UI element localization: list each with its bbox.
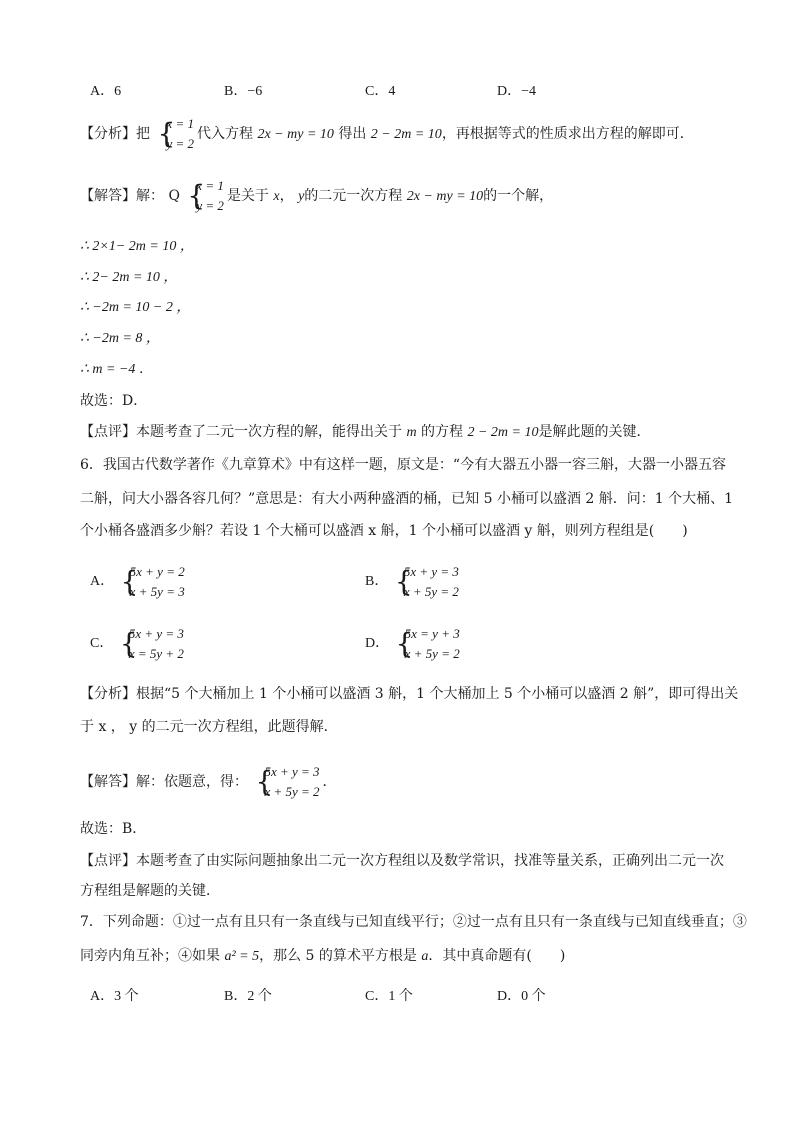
q5-step-4: ∴ −2m = 8 ， (80, 331, 160, 346)
equation: 2 − 2m = 10 (467, 425, 539, 440)
q6-analysis-line-2: 于 x ， y 的二元一次方程组，此题得解． (80, 719, 338, 735)
q7-stem-line-1: 7．下列命题：①过一点有且只有一条直线与已知直线平行；②过一点有且只有一条直线与已知直线垂直；③ (80, 914, 747, 930)
q5-option-c[interactable]: C．4 (365, 84, 396, 99)
q6-stem-line-2: 二斛，问大小器各容几何？”意思是：有大小两种盛酒的桶，已知 5 小桶可以盛酒 2 斛．问：1 个大桶、1 (80, 491, 734, 507)
q5-step-1: ∴ 2×1− 2m = 10 ， (80, 239, 194, 254)
q5-option-b[interactable]: B．−6 (224, 84, 263, 99)
q6-option-a[interactable]: A． { 5x + y = 2 x + 5y = 3 (90, 564, 185, 599)
solution-system: { x = 1 y = 2 (187, 178, 224, 213)
q6-comment-line-2: 方程组是解题的关键． (80, 883, 220, 899)
q5-step-5: ∴ m = −4 ． (80, 362, 153, 377)
q7-stem-line-2: 同旁内角互补；④如果 a² = 5，那么 5 的算术平方根是 a．其中真命题有( ) (80, 948, 566, 964)
comment-tag: 【点评】 (80, 424, 136, 440)
solution-system: { x = 1 y = 2 (157, 116, 194, 151)
solution-system: { 5x + y = 3 x + 5y = 2 (255, 764, 320, 799)
equation: 2x − my = 10 (406, 189, 484, 204)
q6-analysis-line-1: 【分析】根据“5 个大桶加上 1 个小桶可以盛酒 3 斛，1 个大桶加上 5 个小桶可以盛酒 2 斛”，即可得出关 (80, 686, 739, 702)
equation: 2x − my = 10 (257, 127, 334, 142)
q5-step-3: ∴ −2m = 10 − 2 ， (80, 300, 191, 315)
q6-solution: 【解答】解：依题意，得： { 5x + y = 3 x + 5y = 2 ． (80, 762, 337, 802)
q6-choice: 故选：B． (80, 821, 147, 837)
solution-tag: 【解答】 (80, 188, 136, 204)
q5-solution: 【解答】解： Q { x = 1 y = 2 是关于 x， y的二元一次方程 2x − my = 10的一个解， (80, 176, 553, 216)
analysis-tag: 【分析】 (80, 126, 136, 142)
q5-option-d[interactable]: D．−4 (497, 84, 537, 99)
q7-option-c[interactable]: C．1 个 (365, 989, 413, 1004)
q5-option-a[interactable]: A．6 (90, 84, 122, 99)
because-symbol: Q (168, 188, 180, 204)
q7-option-d[interactable]: D．0 个 (497, 989, 546, 1004)
q6-stem-line-3: 个小桶各盛酒多少斛？若设 1 个大桶可以盛酒 x 斛，1 个小桶可以盛酒 y 斛，则列方程组是( ) (80, 523, 688, 539)
q5-choice: 故选：D． (80, 393, 148, 409)
q6-comment-line-1: 【点评】本题考查了由实际问题抽象出二元一次方程组以及数学常识，找准等量关系，正确列出二元一次 (80, 853, 724, 869)
q6-stem-line-1: 6．我国古代数学著作《九章算术》中有这样一题，原文是：“今有大器五小器一容三斛，大器一小器五容 (80, 457, 727, 473)
equation: 2 − 2m = 10 (370, 127, 442, 142)
q5-step-2: ∴ 2− 2m = 10 ， (80, 270, 178, 285)
q6-option-d[interactable]: D． { 5x = y + 3 x + 5y = 2 (365, 626, 460, 661)
q7-option-a[interactable]: A．3 个 (90, 989, 139, 1004)
q7-option-b[interactable]: B．2 个 (224, 989, 272, 1004)
q6-option-b[interactable]: B． { 5x + y = 3 x + 5y = 2 (365, 564, 459, 599)
q5-comment: 【点评】本题考查了二元一次方程的解，能得出关于 m 的方程 2 − 2m = 10是解此题的关键． (80, 424, 651, 440)
q6-option-c[interactable]: C． { 5x + y = 3 x = 5y + 2 (90, 626, 184, 661)
q5-analysis: 【分析】把 { x = 1 y = 2 代入方程 2x − my = 10 得出 2 − 2m = 10，再根据等式的性质求出方程的解即可． (80, 114, 694, 154)
equation: a² = 5 (224, 949, 260, 964)
